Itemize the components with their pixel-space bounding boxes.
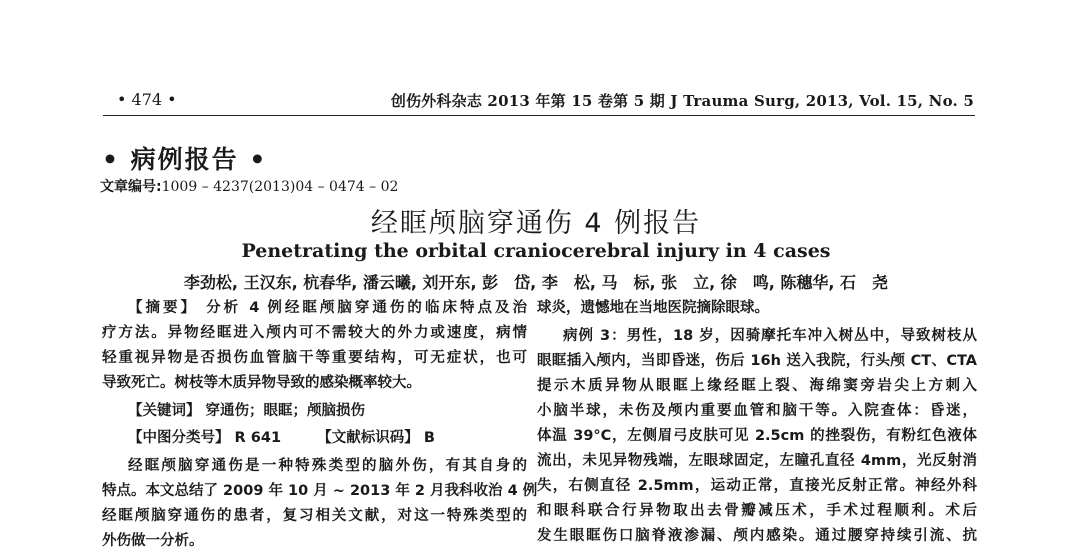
body-line: 失，右侧直径 2.5mm，运动正常，直接光反射正常。神经外科 [537,478,977,494]
author-list: 李劲松, 王汉东, 杭春华, 潘云曦, 刘开东, 彭 岱, 李 松, 马 标, 张 立, 徐 鸣, 陈穗华, 石 尧 [183,273,889,292]
body-line: 眼眶插入颅内，当即昏迷，伤后 16h 送入我院，行头颅 CT、CTA [537,353,977,369]
body-line: 发生眼眶伤口脑脊液渗漏、颅内感染。通过腰穿持续引流、抗 [537,528,977,544]
body-line: 病例 3：男性，18 岁，因骑摩托车冲入树丛中，导致树枝从 [563,328,977,344]
body-line: 提示木质异物从眼眶上缘经眶上裂、海绵窦旁岩尖上方刺入 [537,378,977,394]
abstract-line: 导致死亡。树枝等木质异物导致的感染概率较大。 [102,375,421,391]
abstract-line: 疗方法。异物经眶进入颅内可不需较大的外力或速度，病情 [102,325,527,341]
header-rule [103,115,975,116]
page-number: • 474 • [117,90,177,109]
section-label: • 病例报告 • [102,145,268,174]
body-line: 流出，未见异物残端，左眼球固定，左瞳孔直径 4mm，光反射消 [537,453,977,469]
body-line: 小脑半球，未伤及颅内重要血管和脑干等。入院查体：昏迷， [537,403,977,419]
keywords: 【关键词】 穿通伤；眼眶；颅脑损伤 [128,403,366,419]
title-chinese: 经眶颅脑穿通伤 4 例报告 [370,208,702,239]
body-line: 特点。本文总结了 2009 年 10 月 ~ 2013 年 2 月我科收治 4 例 [102,483,538,499]
body-line: 和眼科联合行异物取出去骨瓣减压术，手术过程顺利。术后 [537,503,977,519]
title-english: Penetrating the orbital craniocerebral injury in 4 cases [241,240,831,262]
body-line: 体温 39°C，左侧眉弓皮肤可见 2.5cm 的挫裂伤，有粉红色液体 [537,428,977,444]
article-id [100,176,398,196]
article-id-label: 文章编号: [100,179,162,195]
article-id-value: 1009 – 4237(2013)04 – 0474 – 02 [161,179,399,195]
body-line: 经眶颅脑穿通伤的患者，复习相关文献，对这一特殊类型的 [102,508,527,524]
body-line: 外伤做一分析。 [102,533,204,549]
abstract-line: 轻重视异物是否损伤血管脑干等重要结构，可无症状，也可 [102,350,527,366]
abstract-line: 【摘要】 分析 4 例经眶颅脑穿通伤的临床特点及治 [128,300,527,316]
classification: 【中图分类号】 R 641 【文献标识码】 B [128,430,435,446]
journal-header: 创伤外科杂志 2013 年第 15 卷第 5 期 J Trauma Surg, 2013, Vol. 15, No. 5 [390,92,974,110]
body-line: 经眶颅脑穿通伤是一种特殊类型的脑外伤，有其自身的 [128,458,527,474]
body-line: 球炎，遗憾地在当地医院摘除眼球。 [537,300,769,316]
